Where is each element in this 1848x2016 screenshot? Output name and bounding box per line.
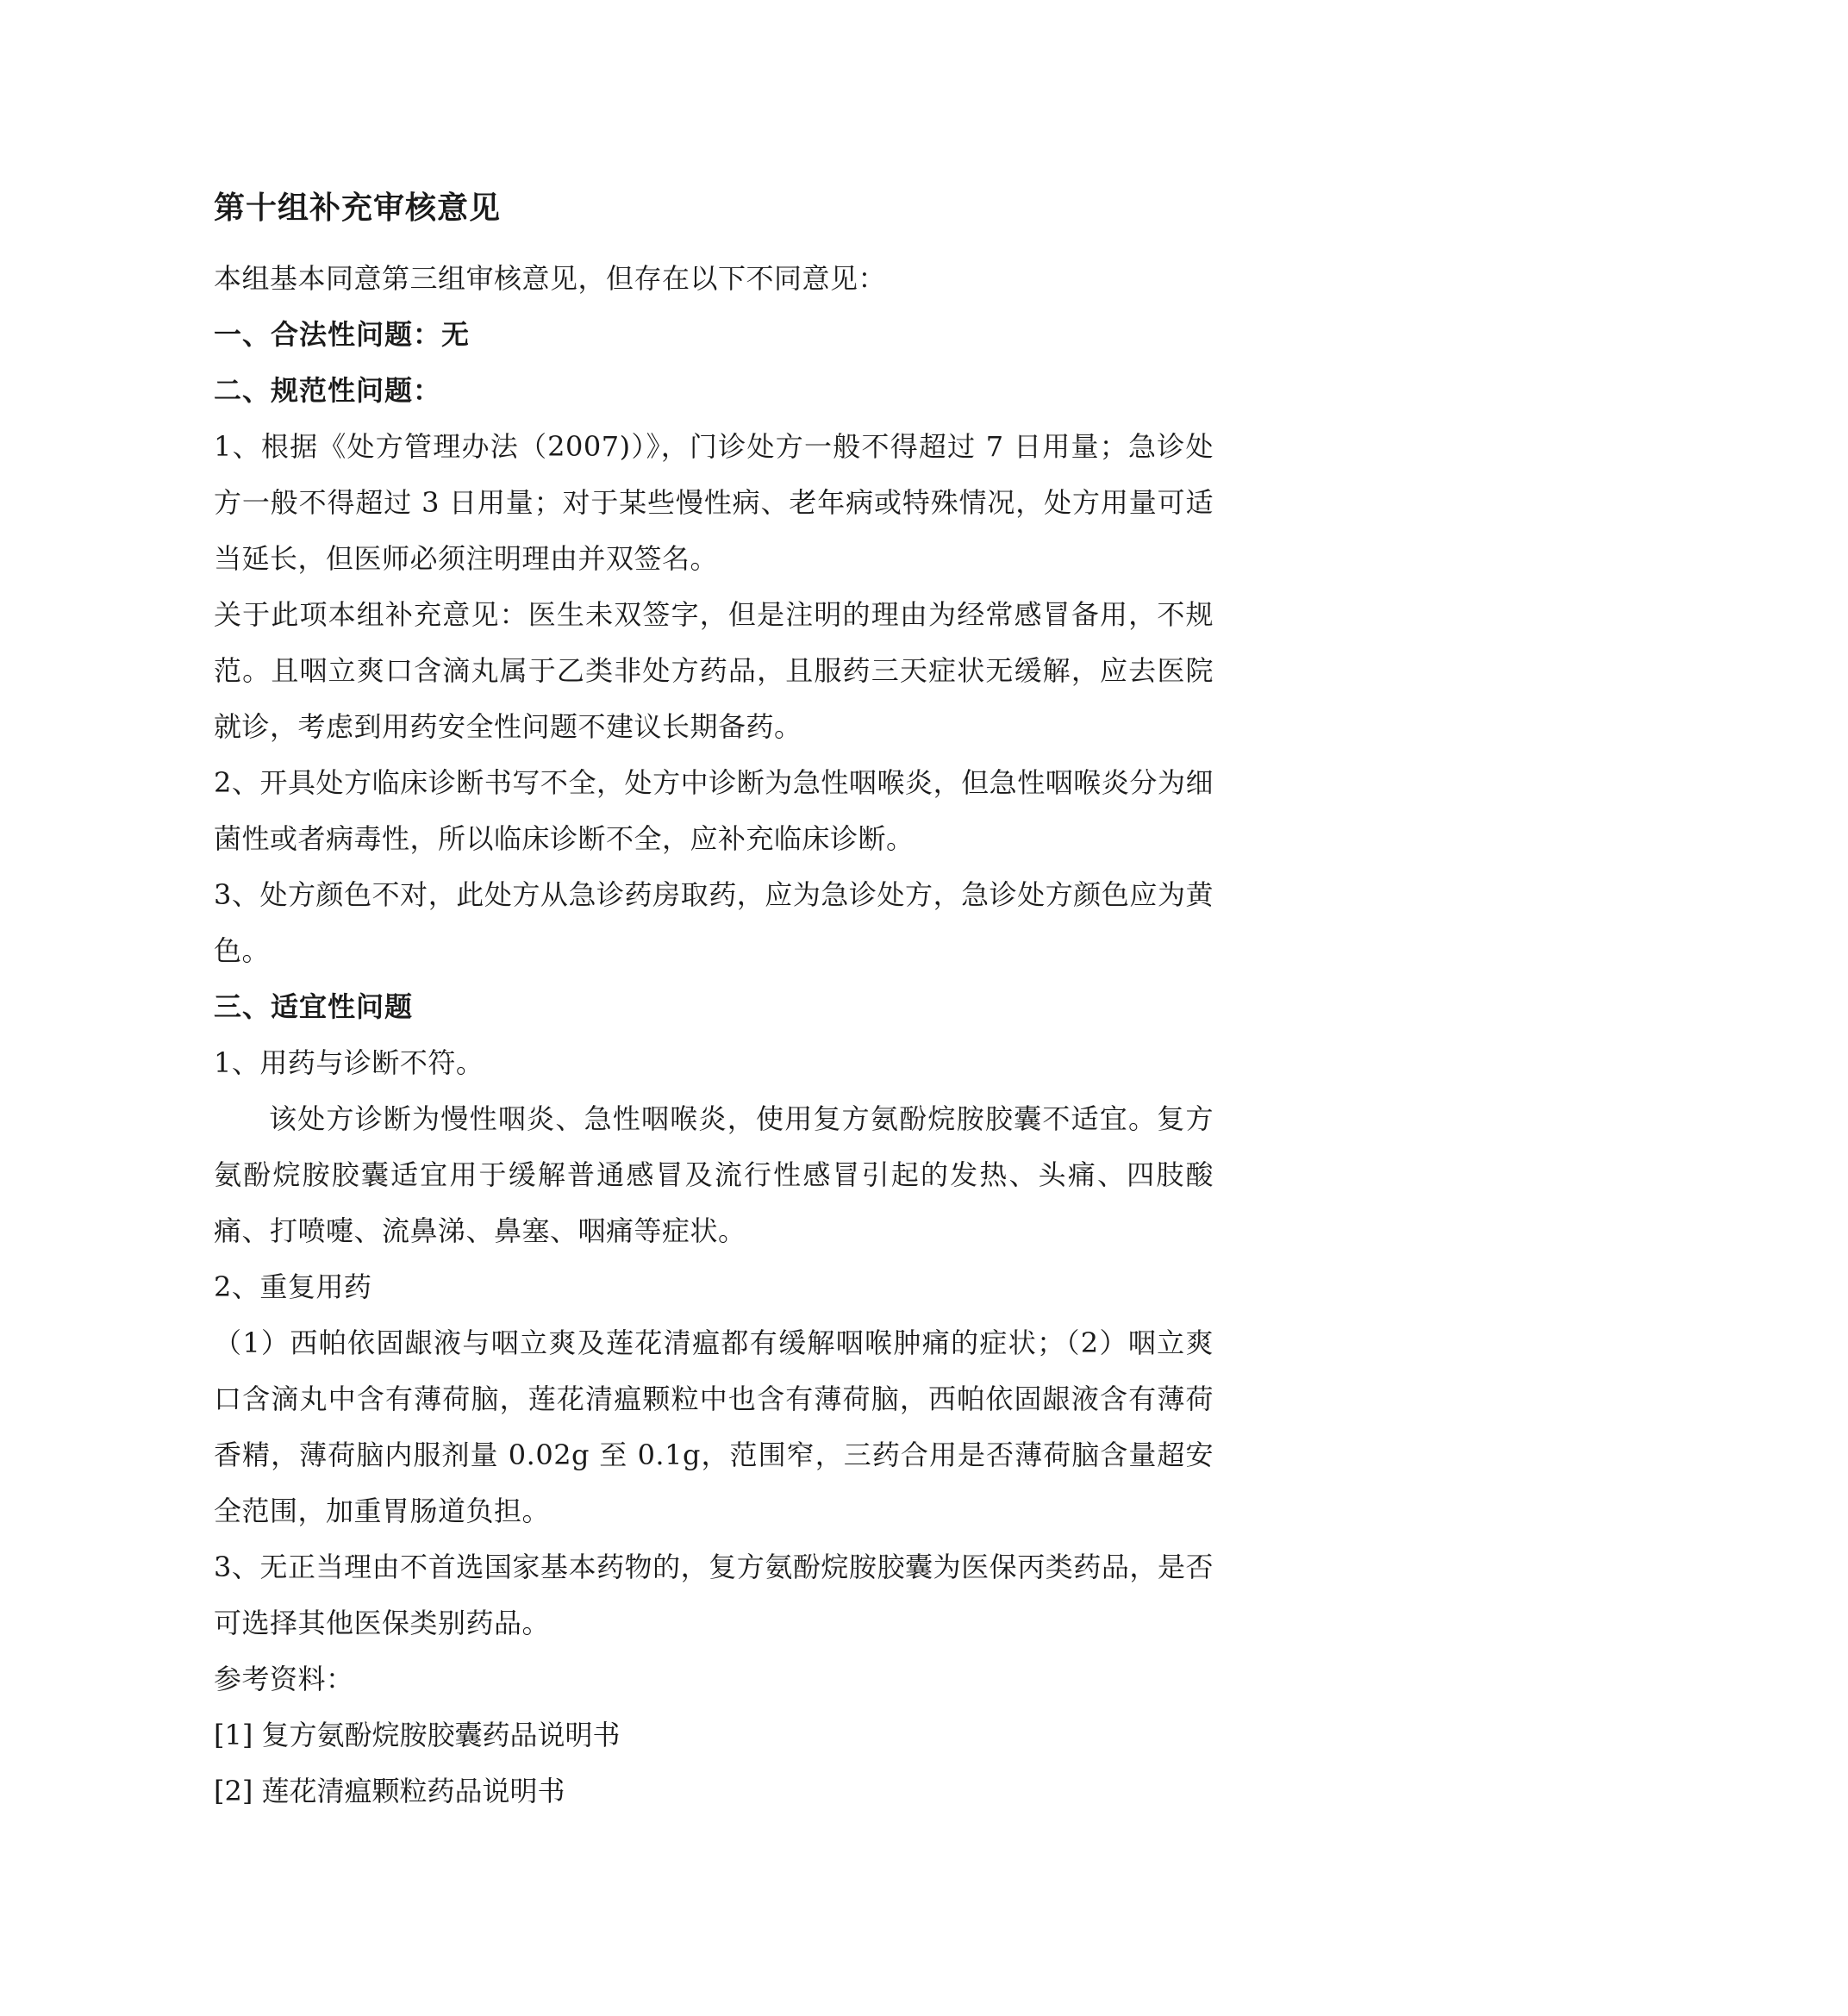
section-2-heading: 二、规范性问题：	[214, 374, 442, 407]
section-2-item-3: 3、处方颜色不对，此处方从急诊药房取药，应为急诊处方，急诊处方颜色应为黄色。	[214, 878, 1214, 967]
reference-item-1: [1] 复方氨酚烷胺胶囊药品说明书	[214, 1719, 621, 1751]
intro-paragraph: 本组基本同意第三组审核意见，但存在以下不同意见：	[214, 262, 887, 295]
references-heading: 参考资料：	[214, 1663, 354, 1695]
section-2-item-1-comment: 关于此项本组补充意见：医生未双签字，但是注明的理由为经常感冒备用，不规范。且咽立爽口含滴丸属于乙类非处方药品，且服药三天症状无缓解，应去医院就诊，考虑到用药安全性问题不建议长期备药。	[214, 598, 1214, 743]
document-page	[214, 185, 1214, 1819]
section-3-item-2-title: 2、重复用药	[214, 1270, 372, 1303]
section-2-item-2: 2、开具处方临床诊断书写不全，处方中诊断为急性咽喉炎，但急性咽喉炎分为细菌性或者病毒性，所以临床诊断不全，应补充临床诊断。	[214, 766, 1214, 855]
section-3-item-1-body: 该处方诊断为慢性咽炎、急性咽喉炎，使用复方氨酚烷胺胶囊不适宜。复方氨酚烷胺胶囊适宜用于缓解普通感冒及流行性感冒引起的发热、头痛、四肢酸痛、打喷嚏、流鼻涕、鼻塞、咽痛等症状。	[214, 1102, 1214, 1247]
section-3-item-3: 3、无正当理由不首选国家基本药物的，复方氨酚烷胺胶囊为医保丙类药品，是否可选择其他医保类别药品。	[214, 1551, 1214, 1639]
section-3-item-1-title: 1、用药与诊断不符。	[214, 1046, 484, 1079]
document-title: 第十组补充审核意见	[214, 190, 502, 226]
section-3-heading: 三、适宜性问题	[214, 990, 414, 1023]
section-2-item-1: 1、根据《处方管理办法（2007)）》，门诊处方一般不得超过 7 日用量；急诊处方一般不得超过 3 日用量；对于某些慢性病、老年病或特殊情况，处方用量可适当延长，但医师必须注明理由并双签名。	[214, 430, 1214, 575]
reference-item-2: [2] 莲花清瘟颗粒药品说明书	[214, 1775, 565, 1807]
section-3-item-2-body: （1）西帕依固龈液与咽立爽及莲花清瘟都有缓解咽喉肿痛的症状；（2）咽立爽口含滴丸中含有薄荷脑，莲花清瘟颗粒中也含有薄荷脑，西帕依固龈液含有薄荷香精，薄荷脑内服剂量 0.02g 至 0.1g，范围窄，三药合用是否薄荷脑含量超安全范围，加重胃肠道负担。	[214, 1326, 1214, 1527]
section-1-heading: 一、合法性问题：无	[214, 318, 471, 351]
